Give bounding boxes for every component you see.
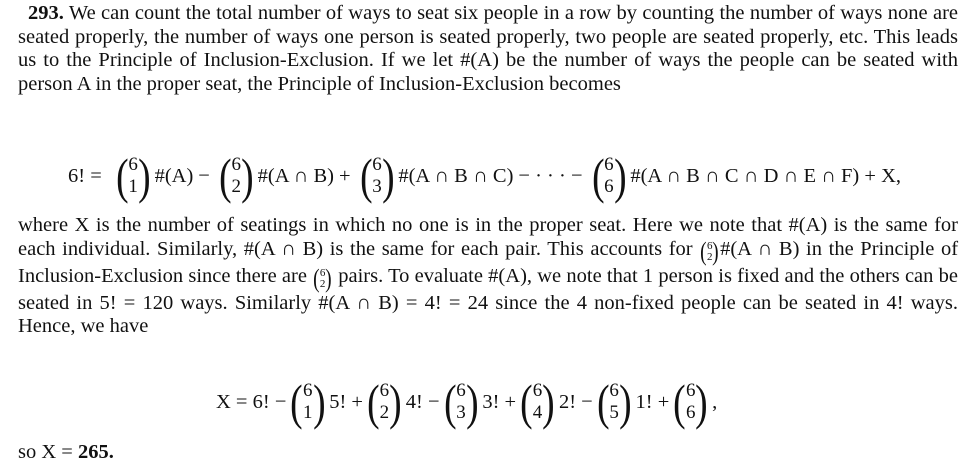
eq2-term-1: 5! + — [329, 390, 363, 413]
eq1-term-4: #(A ∩ B ∩ C ∩ D ∩ E ∩ F) + X, — [630, 164, 901, 187]
eq2-binom-6-2: ( 6 2 ) — [367, 374, 402, 430]
eq1-lhs: 6! = — [68, 164, 102, 187]
problem-number: 293. — [28, 2, 64, 24]
binom-6-3: ( 6 3 ) — [359, 148, 395, 204]
paragraph-explanation: where X is the number of seatings in which no one is in the proper seat. Here we note that #(A) is the same for each individual. Similarly, #(A ∩ B) is the same for each pair. This accounts for ( 6 2 ) #(A ∩ B) in the Principle of Inclusion-Exclusion since there are ( 6 2 ) pairs. To evaluate #(A), we note that 1 person is fixed and the others can be seated in 5! = 120 ways. Similarly #(A ∩ B) = 4! = 24 since the 4 non-fixed people can be seated in 4! ways. Hence, we have — [18, 214, 959, 338]
eq1-term-2: #(A ∩ B) — [257, 164, 334, 187]
eq2-term-5: 1! + — [635, 390, 670, 413]
eq2-lhs: X = 6! − — [216, 390, 287, 413]
eq2-binom-6-1: ( 6 1 ) — [290, 374, 326, 430]
inline-binom-6-2-a: ( 6 2 ) — [700, 236, 720, 266]
eq2-term-2: 4! − — [405, 390, 440, 413]
paragraph-intro — [18, 2, 958, 96]
conclusion-prefix: so X = — [18, 441, 78, 463]
intro-text: We can count the total number of ways to seat six people in a row by counting the number of ways none are seated properly, the number of ways one person is seated properly, two people are seated properly, etc. This leads us to the Principle of Inclusion-Exclusion. If we let #(A) be the number of ways the people can be seated with person A in the proper seat, the Principle of Inclusion-Exclusion becomes — [18, 2, 958, 95]
eq2-binom-6-6: ( 6 6 ) — [673, 374, 709, 430]
conclusion — [18, 440, 114, 464]
inline-binom-6-2-b: ( 6 2 ) — [313, 263, 332, 293]
eq2-binom-6-5: ( 6 5 ) — [596, 374, 632, 430]
binom-6-1: ( 6 1 ) — [115, 148, 151, 204]
eq2-term-4: 2! − — [558, 390, 593, 413]
eq2-term-6: , — [712, 390, 718, 413]
binom-6-6: ( 6 6 ) — [591, 148, 627, 204]
final-answer: 265. — [77, 441, 114, 463]
equation-inclusion-exclusion: 6! = ( 6 1 ) #(A) − ( 6 2 ) #(A ∩ B) + ( 6 3 ) #(A ∩ B ∩ C) − · · · − ( 6 6 ) #(A ∩ B ∩ C ∩ D ∩ E ∩ F) + X, — [68, 148, 901, 204]
eq1-term-1: #(A) — [154, 164, 194, 187]
eq2-term-3: 3! + — [482, 390, 517, 413]
eq1-term-3: #(A ∩ B ∩ C) — [398, 164, 514, 187]
eq2-binom-6-4: ( 6 4 ) — [520, 374, 555, 430]
equation-x-value — [216, 374, 717, 430]
binom-6-2: ( 6 2 ) — [218, 148, 254, 204]
eq2-binom-6-3: ( 6 3 ) — [443, 374, 479, 430]
